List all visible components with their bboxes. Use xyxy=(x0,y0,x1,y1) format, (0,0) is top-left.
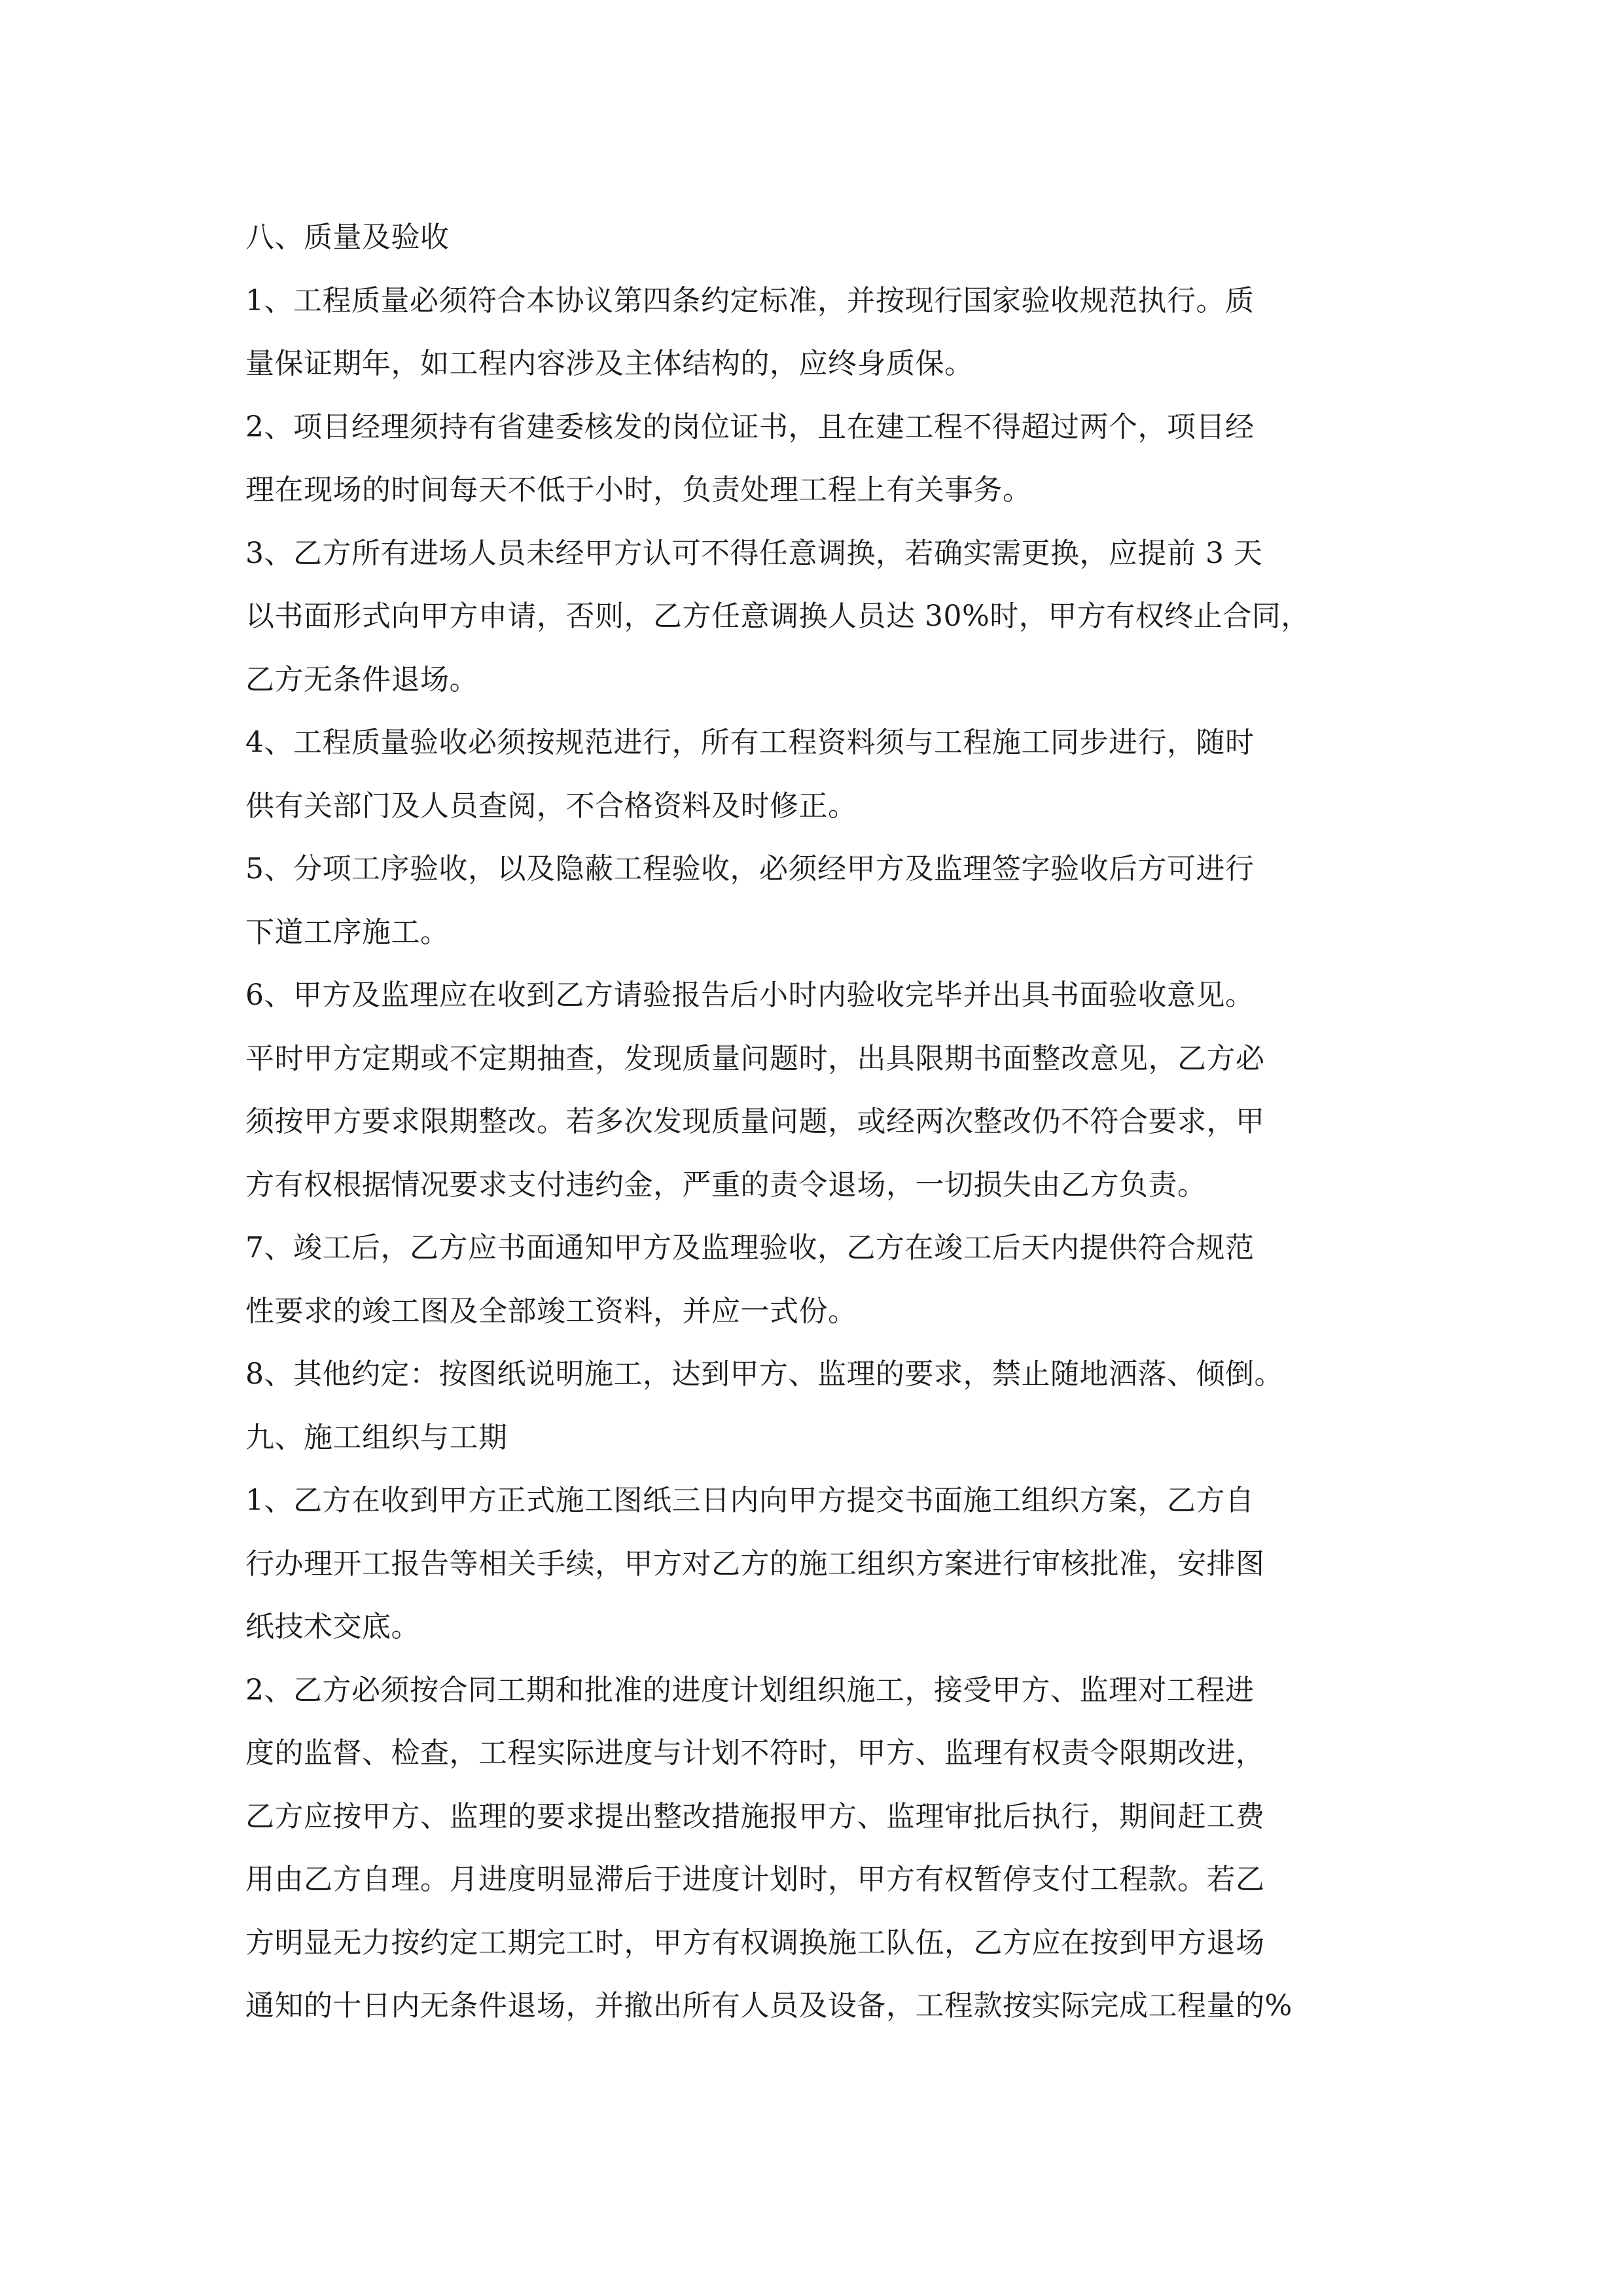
text-line: 供有关部门及人员查阅，不合格资料及时修正。 xyxy=(245,789,857,823)
text-line: 方明显无力按约定工期完工时，甲方有权调换施工队伍，乙方应在按到甲方退场 xyxy=(245,1926,1265,1960)
text-line: 方有权根据情况要求支付违约金，严重的责令退场，一切损失由乙方负责。 xyxy=(245,1168,1207,1202)
text-line: 理在现场的时间每天不低于小时，负责处理工程上有关事务。 xyxy=(245,473,1032,507)
text-line: 平时甲方定期或不定期抽查，发现质量问题时，出具限期书面整改意见，乙方必 xyxy=(245,1041,1265,1075)
text-line: 乙方无条件退场。 xyxy=(245,662,478,696)
text-line: 2、乙方必须按合同工期和批准的进度计划组织施工，接受甲方、监理对工程进 xyxy=(245,1673,1255,1707)
text-line: 乙方应按甲方、监理的要求提出整改措施报甲方、监理审批后执行，期间赶工费 xyxy=(245,1799,1265,1833)
text-line: 须按甲方要求限期整改。若多次发现质量问题，或经两次整改仍不符合要求，甲 xyxy=(245,1105,1265,1138)
section-heading-schedule: 九、施工组织与工期 xyxy=(245,1420,508,1454)
document-body xyxy=(245,206,1391,2038)
text-line: 性要求的竣工图及全部竣工资料，并应一式份。 xyxy=(245,1294,857,1328)
text-line: 度的监督、检查，工程实际进度与计划不符时，甲方、监理有权责令限期改进， xyxy=(245,1736,1265,1770)
text-line: 3、乙方所有进场人员未经甲方认可不得任意调换，若确实需更换，应提前 3 天 xyxy=(245,536,1263,570)
text-line: 4、工程质量验收必须按规范进行，所有工程资料须与工程施工同步进行，随时 xyxy=(245,726,1255,759)
text-line: 量保证期年，如工程内容涉及主体结构的，应终身质保。 xyxy=(245,347,974,380)
text-line: 以书面形式向甲方申请，否则，乙方任意调换人员达 30%时，甲方有权终止合同， xyxy=(245,600,1310,633)
text-line: 6、甲方及监理应在收到乙方请验报告后小时内验收完毕并出具书面验收意见。 xyxy=(245,978,1255,1012)
section-heading-quality: 八、质量及验收 xyxy=(245,221,450,254)
text-line: 5、分项工序验收，以及隐蔽工程验收，必须经甲方及监理签字验收后方可进行 xyxy=(245,852,1255,886)
text-line: 8、其他约定：按图纸说明施工，达到甲方、监理的要求，禁止随地洒落、倾倒。 xyxy=(245,1357,1283,1391)
text-line: 2、项目经理须持有省建委核发的岗位证书，且在建工程不得超过两个，项目经 xyxy=(245,410,1255,444)
text-line: 1、工程质量必须符合本协议第四条约定标准，并按现行国家验收规范执行。质 xyxy=(245,283,1255,317)
text-line: 通知的十日内无条件退场，并撤出所有人员及设备，工程款按实际完成工程量的% xyxy=(245,1989,1293,2022)
text-line: 纸技术交底。 xyxy=(245,1610,420,1643)
text-line: 7、竣工后，乙方应书面通知甲方及监理验收，乙方在竣工后天内提供符合规范 xyxy=(245,1231,1255,1265)
text-line: 用由乙方自理。月进度明显滞后于进度计划时，甲方有权暂停支付工程款。若乙 xyxy=(245,1863,1265,1896)
text-line: 行办理开工报告等相关手续，甲方对乙方的施工组织方案进行审核批准，安排图 xyxy=(245,1547,1265,1581)
text-line: 下道工序施工。 xyxy=(245,915,450,949)
text-line: 1、乙方在收到甲方正式施工图纸三日内向甲方提交书面施工组织方案，乙方自 xyxy=(245,1484,1255,1517)
